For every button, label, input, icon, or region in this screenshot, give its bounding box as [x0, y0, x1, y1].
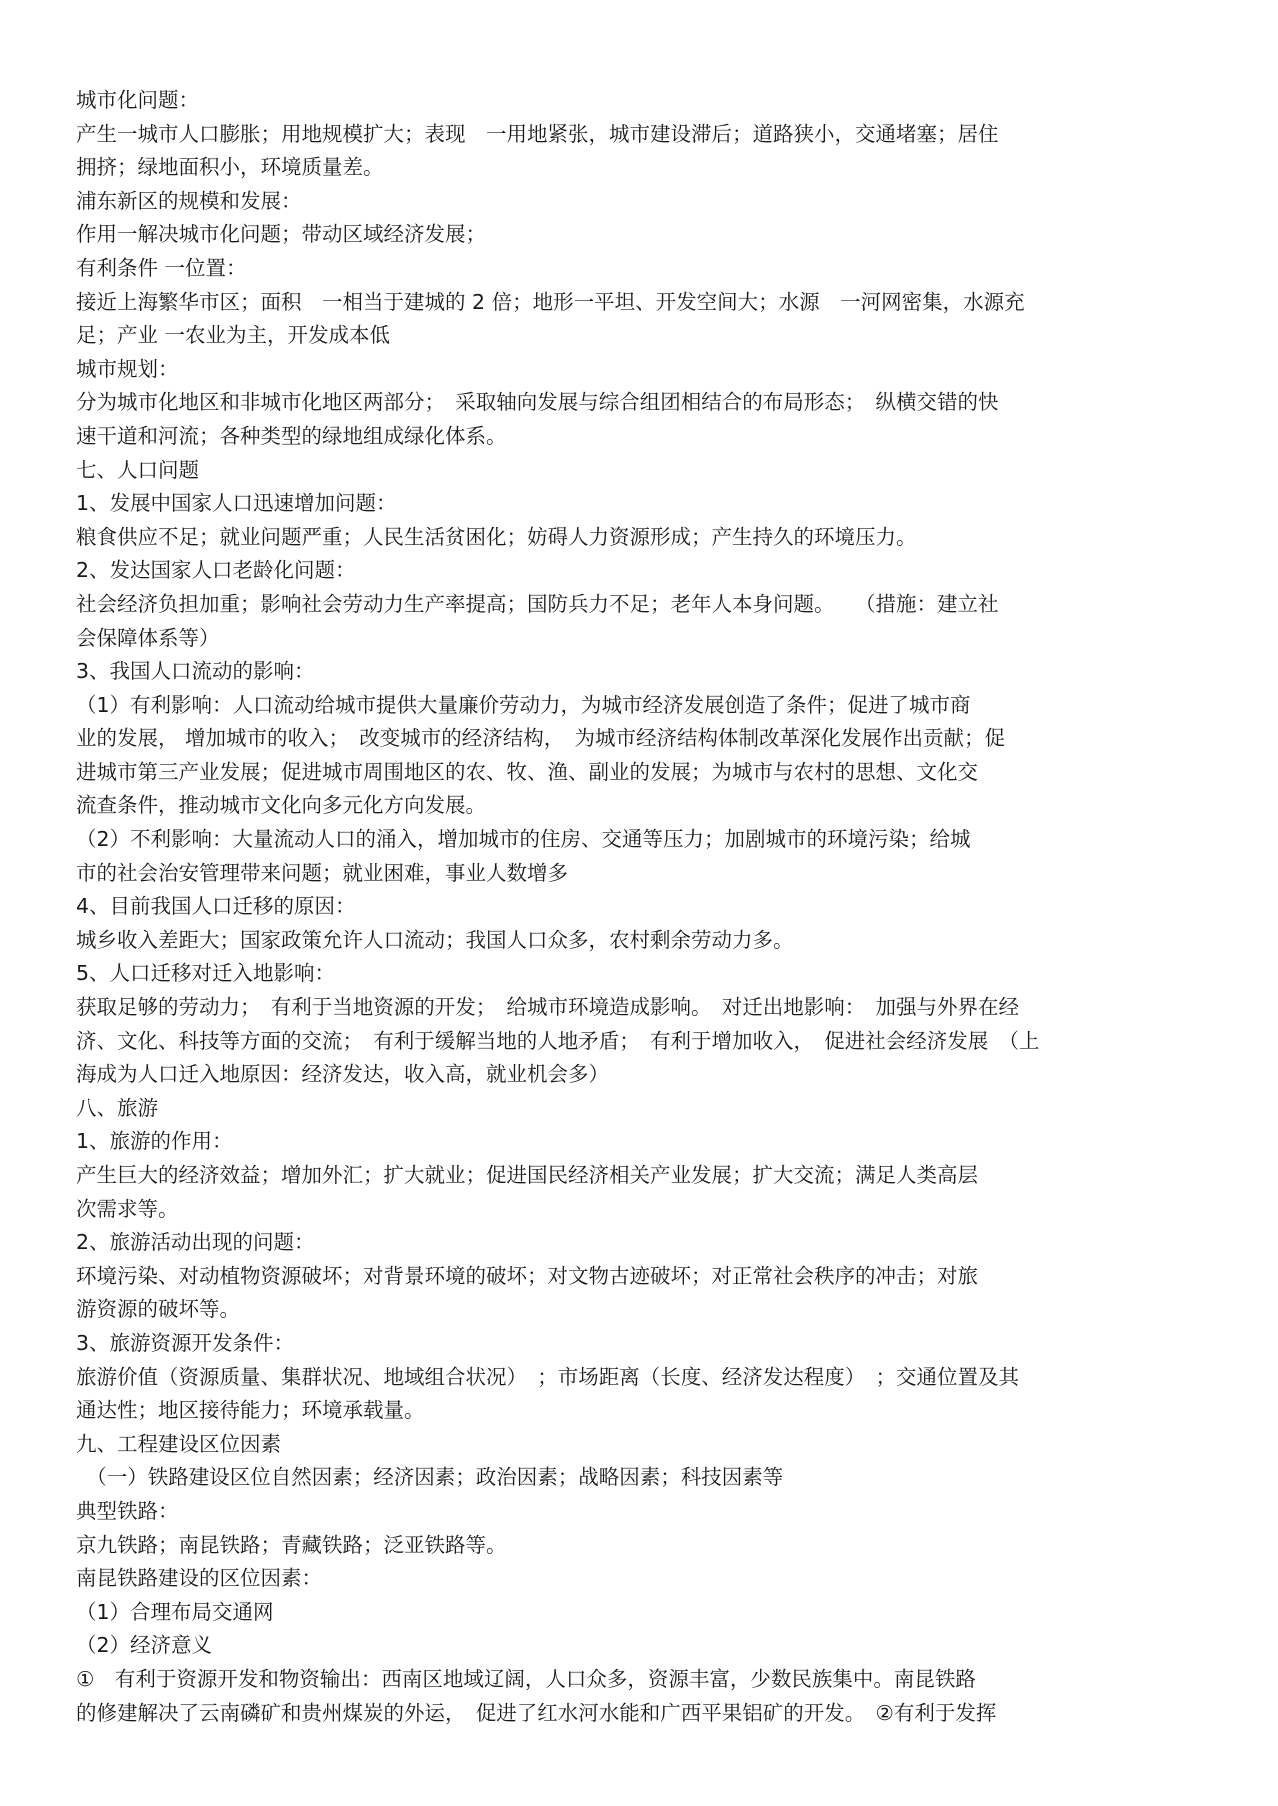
text-line: 八、旅游 [76, 1095, 158, 1120]
text-line: 速干道和河流；各种类型的绿地组成绿化体系。 [76, 423, 507, 448]
text-line: 1、发展中国家人口迅速增加问题： [76, 491, 397, 516]
text-line: 4、目前我国人口迁移的原因： [76, 894, 356, 919]
text-line: 城市化问题： [76, 88, 199, 112]
text-line: 典型铁路： [76, 1498, 179, 1523]
text-line: 的修建解决了云南磷矿和贵州煤炭的外运， 促进了红水河水能和广西平果铝矿的开发。 ②有利于发挥 [76, 1700, 997, 1725]
text-line: 会保障体系等） [76, 625, 220, 650]
text-line: 社会经济负担加重；影响社会劳动力生产率提高；国防兵力不足；老年人本身问题。 （措施：建立社 [76, 591, 999, 616]
text-line: 2、发达国家人口老龄化问题： [76, 558, 356, 583]
text-line: 产生巨大的经济效益；增加外汇；扩大就业；促进国民经济相关产业发展；扩大交流；满足人类高层 [76, 1163, 978, 1187]
text-line: 进城市第三产业发展；促进城市周围地区的农、牧、渔、副业的发展；为城市与农村的思想、文化交 [76, 759, 978, 784]
text-line: 3、旅游资源开发条件： [76, 1330, 295, 1355]
text-line: 3、我国人口流动的影响： [76, 659, 315, 684]
text-line: 南昆铁路建设的区位因素： [76, 1566, 322, 1591]
text-line: 次需求等。 [76, 1196, 179, 1221]
text-line: 获取足够的劳动力； 有利于当地资源的开发； 给城市环境造成影响。 对迁出地影响： 加强与外界在经 [76, 995, 1019, 1020]
text-line: 分为城市化地区和非城市化地区两部分； 采取轴向发展与综合组团相结合的布局形态； 纵横交错的快 [76, 390, 999, 415]
text-line: 九、工程建设区位因素 [76, 1431, 281, 1456]
text-line: （1）合理布局交通网 [76, 1599, 274, 1624]
text-line: 市的社会治安管理带来问题；就业困难，事业人数增多 [76, 860, 568, 885]
text-line: 业的发展， 增加城市的收入； 改变城市的经济结构， 为城市经济结构体制改革深化发展作出贡献；促 [76, 726, 1006, 751]
text-line: 海成为人口迁入地原因：经济发达，收入高，就业机会多） [76, 1062, 609, 1087]
document-page [76, 84, 1216, 1730]
text-line: 城乡收入差距大；国家政策允许人口流动；我国人口众多，农村剩余劳动力多。 [76, 927, 794, 952]
text-line: （2）不利影响：大量流动人口的涌入，增加城市的住房、交通等压力；加剧城市的环境污染；给城 [76, 827, 971, 852]
text-line: 拥挤；绿地面积小，环境质量差。 [76, 155, 384, 180]
text-line: 七、人口问题 [76, 457, 199, 482]
text-line: （2）经济意义 [76, 1633, 213, 1658]
text-line: （一）铁路建设区位自然因素；经济因素；政治因素；战略因素；科技因素等 [76, 1465, 784, 1490]
text-line: 济、文化、科技等方面的交流； 有利于缓解当地的人地矛盾； 有利于增加收入， 促进社会经济发展 （上 [76, 1028, 1040, 1053]
text-line: ① 有利于资源开发和物资输出：西南区地域辽阔，人口众多，资源丰富，少数民族集中。南昆铁路 [76, 1666, 976, 1691]
text-line: 粮食供应不足；就业问题严重；人民生活贫困化；妨碍人力资源形成；产生持久的环境压力。 [76, 524, 917, 549]
text-line: 游资源的破坏等。 [76, 1297, 240, 1322]
text-line: 产生一城市人口膨胀；用地规模扩大；表现 一用地紧张，城市建设滞后；道路狭小，交通堵塞；居住 [76, 121, 999, 146]
text-line: （1）有利影响：人口流动给城市提供大量廉价劳动力，为城市经济发展创造了条件；促进了城市商 [76, 692, 971, 717]
text-line: 作用一解决城市化问题；带动区域经济发展； [76, 222, 486, 247]
text-line: 京九铁路；南昆铁路；青藏铁路；泛亚铁路等。 [76, 1532, 507, 1557]
text-line: 足；产业 一农业为主，开发成本低 [76, 323, 391, 348]
text-line: 5、人口迁移对迁入地影响： [76, 961, 336, 986]
text-line: 2、旅游活动出现的问题： [76, 1230, 315, 1255]
text-line: 城市规划： [76, 356, 179, 381]
text-line: 流查条件，推动城市文化向多元化方向发展。 [76, 793, 486, 818]
text-line: 旅游价值（资源质量、集群状况、地域组合状况） ；市场距离（长度、经济发达程度） ；交通位置及其 [76, 1364, 1019, 1389]
text-line: 接近上海繁华市区；面积 一相当于建城的 2 倍；地形一平坦、开发空间大；水源 一河网密集，水源充 [76, 289, 1025, 314]
text-line: 通达性；地区接待能力；环境承载量。 [76, 1398, 425, 1423]
text-line: 有利条件 一位置： [76, 255, 247, 280]
text-line: 浦东新区的规模和发展： [76, 188, 302, 213]
text-line: 1、旅游的作用： [76, 1129, 233, 1154]
text-line: 环境污染、对动植物资源破坏；对背景环境的破坏；对文物古迹破坏；对正常社会秩序的冲击；对旅 [76, 1263, 978, 1288]
